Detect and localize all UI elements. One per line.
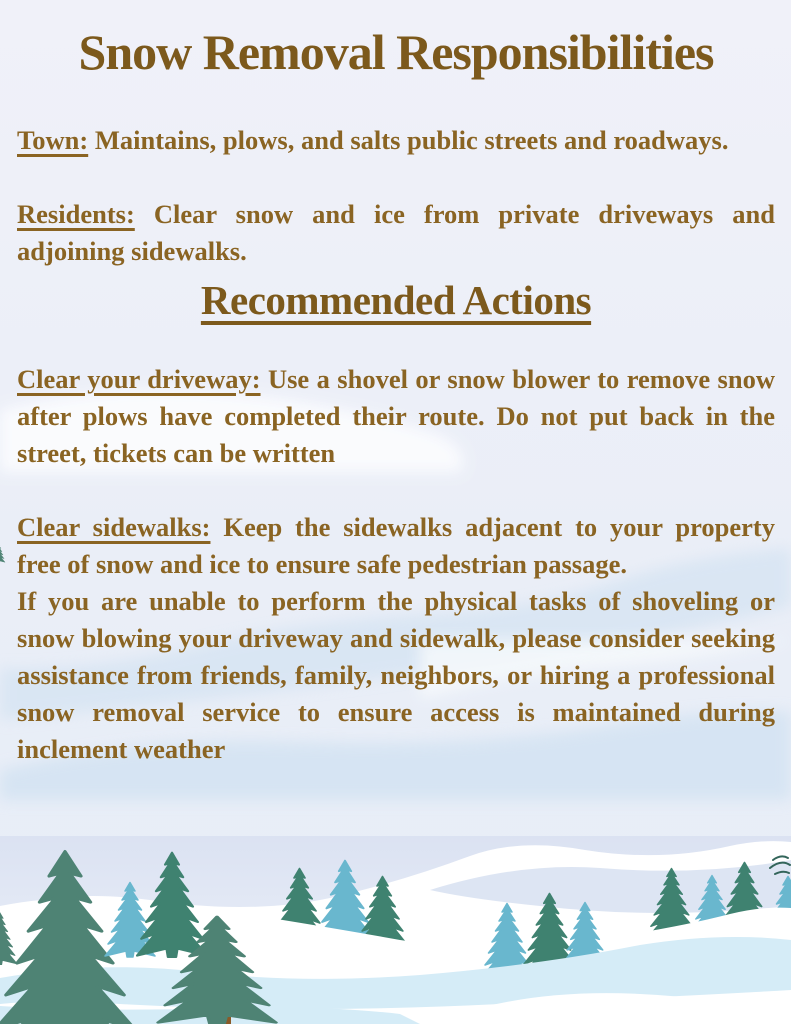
- clear-driveway-label: Clear your driveway:: [17, 364, 261, 394]
- clear-sidewalks-text: Keep the sidewalks adjacent to your property free of snow and ice to ensure safe pedestrian passage.: [17, 512, 775, 579]
- recommended-actions-heading-text: Recommended Actions: [200, 277, 592, 323]
- page-title: Snow Removal Responsibilities: [78, 24, 714, 80]
- bottom-winter-scene: [0, 836, 791, 1024]
- town-paragraph: [17, 122, 775, 159]
- residents-paragraph: [17, 196, 775, 270]
- clear-sidewalks-label: Clear sidewalks:: [17, 512, 211, 542]
- clear-driveway-text: Use a shovel or snow blower to remove snow after plows have completed their route. Do not put back in the street, tickets can be written: [17, 364, 775, 468]
- residents-text: Clear snow and ice from private driveways and adjoining sidewalks.: [17, 199, 775, 266]
- flyer-content: [17, 0, 775, 768]
- assistance-note-text: If you are unable to perform the physical tasks of shoveling or snow blowing your driveway and sidewalk, please consider seeking assistance from friends, family, neighbors, or hiring a professional snow removal service to ensure access is maintained during inclement weather: [17, 586, 775, 764]
- clear-sidewalks-paragraph: [17, 509, 775, 583]
- residents-label: Residents:: [17, 199, 135, 229]
- town-text: Maintains, plows, and salts public streets and roadways.: [88, 125, 729, 155]
- town-label: Town:: [17, 125, 89, 155]
- assistance-note: [17, 583, 775, 768]
- clear-driveway-paragraph: [17, 361, 775, 472]
- recommended-actions-heading: [17, 276, 775, 324]
